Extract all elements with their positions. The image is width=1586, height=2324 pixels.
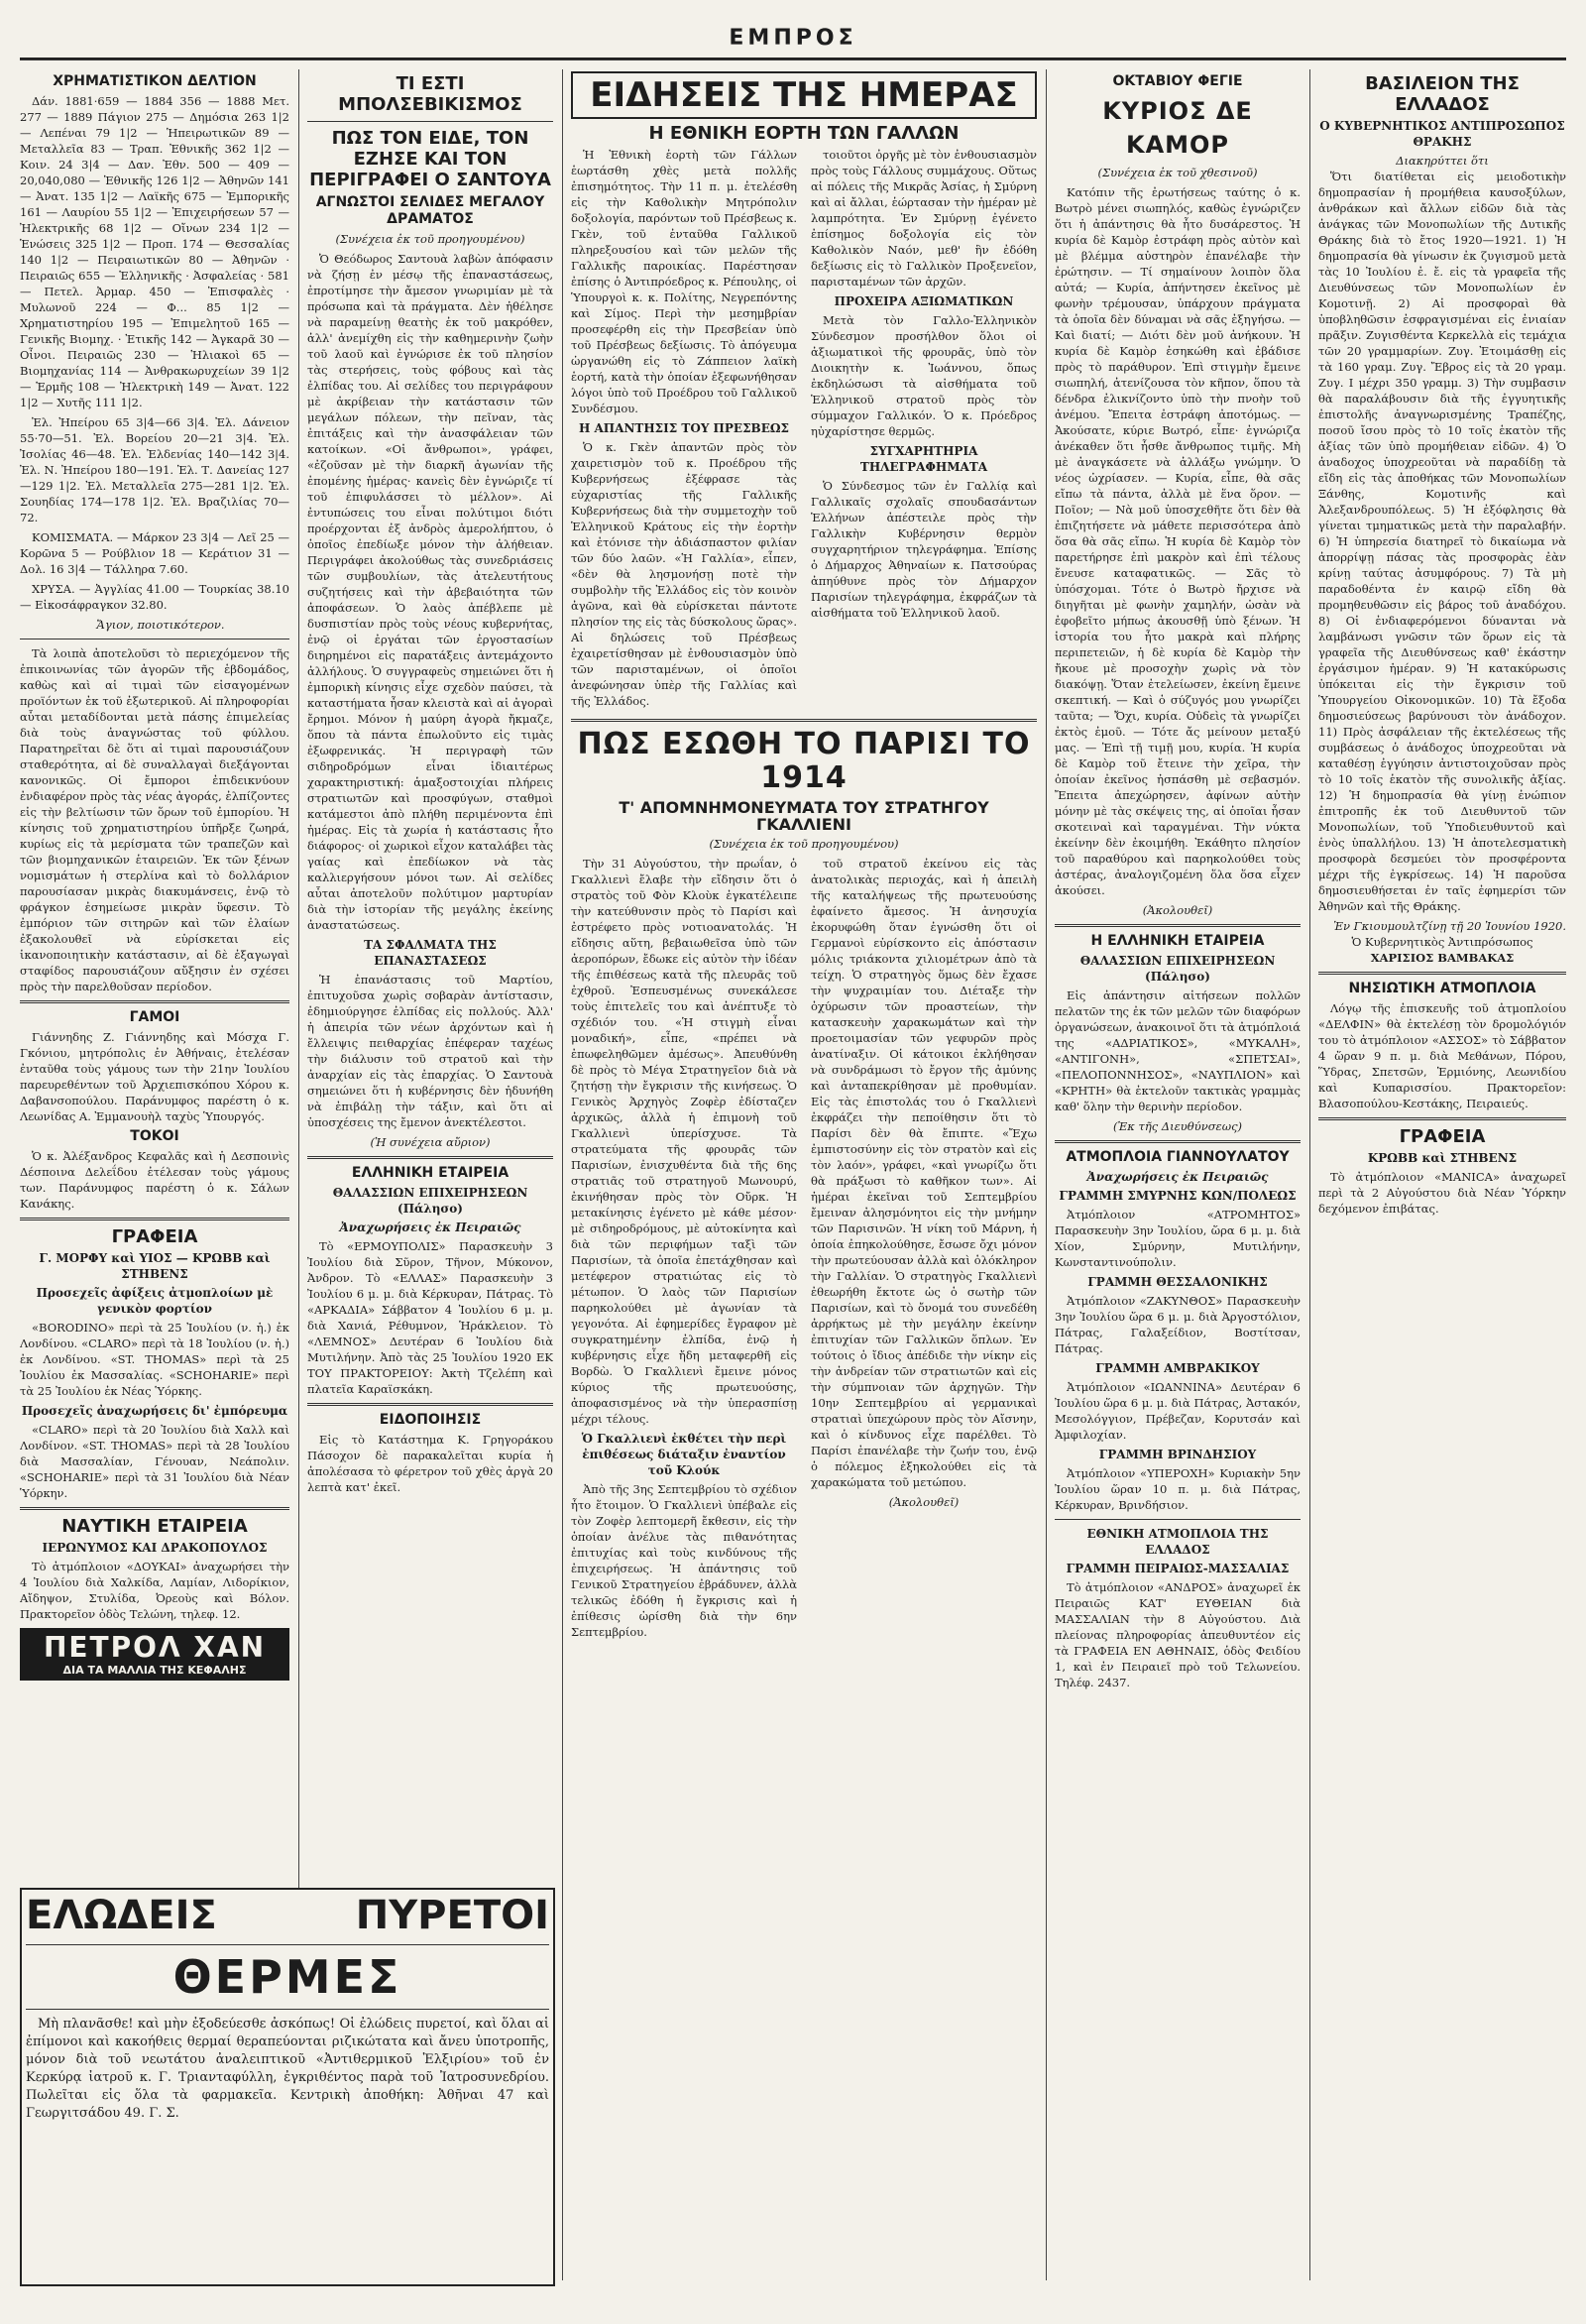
divider	[307, 121, 553, 122]
column-bolshevism	[307, 69, 553, 1874]
column-news	[571, 69, 1037, 2280]
line-title: ΓΡΑΜΜΗ ΒΡΙΝΔΗΣΙΟΥ	[1098, 1448, 1257, 1461]
agency-text: Τὸ ἀτμόπλοιον «MANICA» ἀναχωρεῖ περὶ τὰ 2 Αὐγούστου διὰ Νέαν Ὑόρκην δεχόμενον ἐπιβάτας.	[1318, 1170, 1566, 1216]
shipping-ad-heading: Ἀναχωρήσεις ἐκ Πειραιῶς	[339, 1220, 521, 1234]
column-official	[1318, 69, 1566, 2280]
weddings-title: ΓΑΜΟΙ	[129, 1009, 180, 1025]
weddings-text: Γιάννηδης Ζ. Γιάννηδης καὶ Μόσχα Γ. Γκόνιου, μητρόπολις ἐν Ἀθήναις, ἐτελέσαν ἐνταῦθα τοὺς γάμους των τὴν 21ην Ἰουλίου παρευρεθέντων τοῦ Ἀρχιεπισκόπου Χόρου κ. Δαβανσοπούλου. Παράνυμφος παρέστη ὁ κ. Λεωνίδας Α. Ἐμμανουὴλ ταχὺς Ὑπουργός.	[20, 1030, 289, 1123]
news-subheading: Η ΑΠΑΝΤΗΣΙΣ ΤΟΥ ΠΡΕΣΒΕΩΣ	[578, 421, 790, 435]
column-feuilleton	[1055, 69, 1301, 2280]
news-text: τοιοῦτοι ὀργῆς μὲ τὸν ἐνθουσιασμὸν πρὸς τοὺς Γάλλους συμμάχους. Οὕτως αἱ πόλεις τῆς Μικρᾶς Ἀσίας, ἡ Σμύρνη καὶ αἱ ἄλλαι, ἑώρτασαν τὴν ἡμέραν μὲ λαμπρότητα. Ἐν Σμύρνῃ ἐγένετο ἐπίσημος δοξολογία εἰς τὸν Καθολικὸν Ναόν, μεθ' ἣν ἐδόθη δεξίωσις εἰς τὸ Γαλλικὸν Προξενεῖον, παρισταμένων τῶν ἀρχῶν.	[811, 148, 1037, 289]
paris-text: τοῦ στρατοῦ ἐκείνου εἰς τὰς ἀνατολικὰς περιοχάς, καὶ ἡ ἀπειλὴ τῆς καταλήψεως τῆς πρωτευούσης ἐφαίνετο ἄμεσος. Ἡ ἀνησυχία ἐκορυφώθη ὅταν ἐγνώσθη ὅτι οἱ Γερμανοὶ εὑρίσκοντο εἰς ἀπόστασιν μόλις τριάκοντα χιλιομέτρων ἀπὸ τὰ τείχη. Ὁ στρατηγὸς ὅμως δὲν ἔχασε τὴν ψυχραιμίαν του. Διέταξε τὴν ὀχύρωσιν τῶν προαστείων, τὴν κατασκευὴν χαρακωμάτων καὶ τὴν προετοιμασίαν τῶν γεφυρῶν πρὸς ἀνατίναξιν. Οἱ κάτοικοι ἐκλήθησαν νὰ συνδράμωσι τὸ ἔργον τῆς ἀμύνης καὶ ἀνταπεκρίθησαν μὲ προθυμίαν. Εἰς τὰς ἐπιστολάς του ὁ Γκαλλιενὶ ἐκφράζει τὴν πεποίθησιν ὅτι τὸ Παρίσι δὲν θὰ ἔπιπτε. «Ἔχω ἐμπιστοσύνην εἰς τὸν στρατὸν καὶ εἰς τὸν λαόν», γράφει, «καὶ γνωρίζω ὅτι θὰ πράξωσι τὸ καθῆκον των». Αἱ ἡμέραι ἐκεῖναι τοῦ Σεπτεμβρίου ἔμειναν ἀλησμόνητοι εἰς τὴν μνήμην τῶν Παρισινῶν. Ἡ νίκη τοῦ Μάρνη, ἡ ὁποία ἐπηκολούθησε, ἔσωσε ὄχι μόνον τὴν πρωτεύουσαν ἀλλὰ καὶ ὁλόκληρον τὴν Γαλλίαν. Ὁ στρατηγὸς Γκαλλιενὶ ἐθεωρήθη ἔκτοτε ὡς ὁ σωτὴρ τῶν Παρισίων, καὶ τὸ ὄνομά του συνεδέθη ἀρρήκτως μὲ τὴν μεγάλην ἐκείνην ἐπιτυχίαν τῶν Γαλλικῶν ὅπλων. Ἐν τούτοις ὁ ἴδιος ἀπέδιδε τὴν νίκην εἰς τὴν ἀνδρείαν τῶν στρατιωτῶν καὶ εἰς τὴν σύμπνοιαν τῶν ἀρχηγῶν. Τὴν 10ην Σεπτεμβρίου αἱ γερμανικαὶ στρατιαὶ ὑπεχώρουν πρὸς τὸν Αἴσνην, καὶ ὁ κίνδυνος εἶχε παρέλθει. Τὸ Παρίσι ἐπανέλαβε τὴν ζωήν του, ἐνῷ ὁ πόλεμος ἐξηκολούθει εἰς τὰ χαρακώματα τοῦ μετώπου.	[811, 857, 1037, 1489]
departures-heading: Προσεχεῖς ἀναχωρήσεις δι' ἐμπόρευμα	[21, 1404, 288, 1418]
divider	[26, 1944, 549, 1945]
official-title: ΒΑΣΙΛΕΙΟΝ ΤΗΣ ΕΛΛΑΔΟΣ	[1365, 73, 1520, 115]
news-text: Ὁ κ. Γκὲν ἀπαντῶν πρὸς τὸν χαιρετισμὸν τοῦ κ. Προέδρου τῆς Κυβερνήσεως ἐξέφρασε τὰς εὐχαριστίας τῆς Γαλλικῆς Κυβερνήσεως διὰ τὴν συμμετοχὴν τοῦ Ἑλληνικοῦ Κράτους εἰς τὴν ἑορτὴν καὶ ἐτόνισε τὴν ἀδιάσπαστον φιλίαν τῶν δύο λαῶν. «Ἡ Γαλλία», εἶπεν, «δὲν θὰ λησμονήσῃ ποτὲ τὴν συμβολὴν τῆς Ἑλλάδος εἰς τὸν κοινὸν ἀγῶνα, καὶ θὰ εὑρίσκεται πάντοτε πλησίον της εἰς τὰς δύσκολους ὥρας». Αἱ δηλώσεις τοῦ Πρέσβεως ἐχαιρετίσθησαν μὲ ἐνθουσιασμὸν ὑπὸ τῶν παρισταμένων, οἱ ὁποῖοι ἀνεφώνησαν ὑπὲρ τῆς Γαλλίας καὶ τῆς Ἑλλάδος.	[571, 440, 798, 708]
divider	[20, 1000, 289, 1003]
fever-ad-word: ΠΥΡΕΤΟΙ	[355, 1893, 549, 1938]
market-report: Τὰ λοιπὰ ἀποτελοῦσι τὸ περιεχόμενον τῆς ἐπικοινωνίας τῶν ἀγορῶν τῆς ἑβδομάδος, καθὼς καὶ αἱ τιμαὶ τῶν εἰσαγομένων προϊόντων ἐκ τοῦ ἐξωτερικοῦ. Αἱ πληροφορίαι αὗται μεταδίδονται μετὰ πάσης ἐπιμελείας διὰ τοὺς ἀναγνώστας τοῦ φύλλου. Παρατηρεῖται δὲ ὅτι αἱ τιμαὶ παρουσιάζουν σταθερότητα, αἱ δὲ συναλλαγαὶ διεξάγονται κανονικῶς. Οἱ ἔμποροι ἐπιδεικνύουν ἐνδιαφέρον πρὸς τὰς νέας ἀγοράς, ἐλπίζοντες εἰς τὴν βελτίωσιν τῶν ὅρων τοῦ ἐμπορίου. Ἡ κίνησις τοῦ χρηματιστηρίου ὑπῆρξε ζωηρά, κυρίως εἰς τὰ μερίσματα τῶν τραπεζῶν καὶ τῶν βιομηχανικῶν ἑταιρειῶν. Ἐκ τῶν ξένων νομισμάτων ἡ στερλίνα καὶ τὸ δολλάριον παρουσίασαν μικρὰς διακυμάνσεις, ἐνῷ τὸ φράγκον ἐσημείωσε μικρὰν ὕφεσιν. Τὸ ἐμπόριον τῶν σιτηρῶν καὶ τῶν ἐλαίων ἐξακολουθεῖ νὰ εὑρίσκεται εἰς ἱκανοποιητικὴν κατάστασιν, αἱ δὲ ἐξαγωγαὶ σταφίδος παρουσιάζουν αὔξησιν ἐν σχέσει πρὸς τὴν παρελθοῦσαν περίοδον.	[20, 646, 289, 993]
finance-text: ΧΡΥΣΑ. — Ἀγγλίας 41.00 — Τουρκίας 38.10 — Εἰκοσάφραγκον 32.80.	[20, 582, 289, 612]
feuilleton-continuation: (Συνέχεια ἐκ τοῦ χθεσινοῦ)	[1097, 166, 1258, 179]
petrol-han-ad	[20, 1628, 289, 1681]
divider	[1318, 972, 1566, 975]
fever-ad	[20, 1888, 555, 2286]
finance-text: ΚΟΜΙΣΜΑΤΑ. — Μάρκον 23 3|4 — Λεῖ 25 — Κορῶνα 5 — Ρούβλιον 18 — Κεράτιον 31 — Δολ. 16 3|4 — Τάλληρα 7.60.	[20, 530, 289, 576]
arrivals-heading: Προσεχεῖς ἀφίξεις ἀτμοπλοίων μὲ γενικὸν φορτίον	[36, 1286, 274, 1316]
petrol-han-ad-title: ΠΕΤΡΟΛ ΧΑΝ	[43, 1631, 267, 1664]
news-subheading: ΣΥΓΧΑΡΗΤΗΡΙΑ ΤΗΛΕΓΡΑΦΗΜΑΤΑ	[859, 444, 988, 474]
shipping-ad-text: Εἰς ἀπάντησιν αἰτήσεων πολλῶν πελατῶν της ἐκ τῶν μελῶν τῶν διαφόρων ὀργανώσεων, ἀνακοινοῖ ὅτι τὰ ἀτμόπλοιά της «ΑΔΡΙΑΤΙΚΟΣ», «ΜΥΚΑΛΗ», «ΑΝΤΙΓΟΝΗ», «ΣΠΕΤΣΑΙ», «ΠΕΛΟΠΟΝΝΗΣΟΣ», «ΝΑΥΠΛΙΟΝ» καὶ «ΚΡΗΤΗ» θὰ ἐκτελοῦν τακτικὰς γραμμὰς καθ' ὅλην τὴν θερινὴν περίοδον.	[1055, 988, 1301, 1113]
paris-subtitle: Τ' ΑΠΟΜΝΗΜΟΝΕΥΜΑΤΑ ΤΟΥ ΣΤΡΑΤΗΓΟΥ ΓΚΑΛΛΙΕΝΙ	[619, 798, 989, 834]
shipping-company-subtitle: ΙΕΡΩΝΥΜΟΣ ΚΑΙ ΔΡΑΚΟΠΟΥΛΟΣ	[42, 1541, 268, 1555]
divider	[571, 719, 1037, 722]
column-divider	[1309, 69, 1310, 2280]
masthead	[20, 18, 1566, 59]
news-title: Η ΕΘΝΙΚΗ ΕΟΡΤΗ ΤΩΝ ΓΑΛΛΩΝ	[648, 123, 960, 144]
agency-subtitle: ΚΡΩΒΒ καὶ ΣΤΗΒΕΝΣ	[1367, 1151, 1518, 1165]
paris-left	[571, 856, 797, 1644]
finance-text: Δάν. 1881·659 — 1884 356 — 1888 Μετ. 277 — 1889 Πάγιον 275 — Δημόσια 263 1|2 — Λεπέναι 79 1|2 — Ἡπειρωτικῶν 89 — Μεταλλεῖα 83 — Τραπ. Ἐθνικῆς 362 1|2 — Κοιν. 24 3|4 — Δαν. Ἐθν. 500 — 409 — 20,040,080 — Ἐθνικῆς 126 1|2 — Ἀθηνῶν 141 — Ἀνατ. 135 1|2 — Λαϊκῆς 675 — Ἐμπορικῆς 161 — Λαυρίου 55 1|2 — Ἐπιχειρήσεων 57 — Ἠλεκτρικῆς 68 1|2 — Οἴνων 234 1|2 — Ἑνώσεις 325 1|2 — Προπ. 174 — Θεσσαλίας 140 1|2 — Πειραιωτικῶν 80 — Ἀθηνῶν · Πειραιῶς 655 — Ἑλληνικῆς · Ἀσφαλείας · 581 — Πετελ. Ἀρμαρ. 450 — Ἐπισφαλὲς · Μυλωνοῦ 224 — Φ... 85 1|2 — Χρηματιστηρίου 195 — Ἐπιμελητοῦ 165 — Γενικῆς Βιομηχ. · Ἐτικῆς 142 — Ἀγκαρᾶ 30 — Οἶνοι. Πειραιῶς 230 — Ἡλιακοὶ 65 — Βιομηχανίας 114 — Ἀνθρακωρυχείων 39 1|2 — Ἑρμῆς 108 — Ἠλεκτρικὴ 149 — Ἀνατ. 122 1|2 — Χυτῆς 111 1|2.	[20, 94, 289, 409]
lines-title: ΑΤΜΟΠΛΟΙΑ ΓΙΑΝΝΟΥΛΑΤΟΥ	[1066, 1149, 1290, 1165]
news-text: Μετὰ τὸν Γαλλο-Ἑλληνικὸν Σύνδεσμον προσήλθον ὅλοι οἱ ἀξιωματικοὶ τῆς φρουρᾶς, ὑπὸ τὸν Διοικητὴν κ. Ἰωάννου, ὅπως ἐκδηλώσωσι τὰ αἰσθήματα τοῦ Ἑλληνικοῦ στρατοῦ πρὸς τὸν σύμμαχον Γαλλικόν. Ὁ κ. Πρόεδρος ηὐχαρίστησε θερμῶς.	[811, 313, 1037, 438]
ethniki-title: ΕΘΝΙΚΗ ΑΤΜΟΠΛΟΙΑ ΤΗΣ ΕΛΛΑΔΟΣ	[1086, 1527, 1269, 1557]
paris-subheading: Ὁ Γκαλλιενὶ ἐκθέτει τὴν περὶ ἐπιθέσεως διάταξιν ἐναντίον τοῦ Κλούκ	[581, 1432, 787, 1477]
official-date: Ἐν Γκιουμουλτζίνῃ τῇ 20 Ἰουνίου 1920.	[1333, 919, 1566, 933]
divider	[1318, 1117, 1566, 1120]
paris-text: Τὴν 31 Αὐγούστου, τὴν πρωΐαν, ὁ Γκαλλιενὶ ἔλαβε τὴν εἴδησιν ὅτι ὁ στρατὸς τοῦ Φὸν Κλοὺκ ἐγκατέλειπε τὴν κατεύθυνσιν πρὸς τὸ Παρίσι καὶ ἐστρέφετο πρὸς νοτιοανατολάς. Ἡ εἴδησις αὕτη, βεβαιωθεῖσα ὑπὸ τῶν ἀεροπόρων, ἔδωκε εἰς αὐτὸν τὴν ἰδέαν τῆς ἐπιθέσεως κατὰ τῆς πλευρᾶς τοῦ ἐχθροῦ. Ἐσπευσμένως συνεκάλεσε τοὺς ἐπιτελεῖς του καὶ ἀνέπτυξε τὸ σχέδιόν του. «Ἡ στιγμὴ εἶναι μοναδική», εἶπε, «πρέπει νὰ ἐπωφεληθῶμεν ἀμέσως». Ἀπευθύνθη δὲ πρὸς τὸ Μέγα Στρατηγεῖον διὰ νὰ ζητήσῃ τὴν ἔγκρισιν τῆς κινήσεως. Ὁ Γενικὸς Ἀρχηγὸς Ζοφὲρ ἐδίσταζεν ἀρχικῶς, ἀλλὰ ἡ ἐπιμονὴ τοῦ Γκαλλιενὶ ὑπερίσχυσε. Τὰ στρατεύματα τῆς φρουρᾶς τῶν Παρισίων, ἐνισχυθέντα διὰ τῆς 6ης στρατιᾶς τοῦ στρατηγοῦ Μωνουρύ, ἐκινήθησαν πρὸς τὸν Οὔρκ. Ἡ μετακίνησις ἐγένετο μὲ κάθε μέσον· μὲ σιδηροδρόμους, μὲ αὐτοκίνητα καὶ διὰ τῶν περιφήμων ταξὶ τῶν Παρισίων, τὰ ὁποῖα ἐπετάχθησαν καὶ μετέφερον στρατιώτας εἰς τὸ μέτωπον. Ὁ λαὸς τῶν Παρισίων παρηκολούθει μὲ ἀγωνίαν τὰ γεγονότα. Αἱ ἐφημερίδες ἔγραφον μὲ συγκρατημένην ἐλπίδα, ἐνῷ ἡ κυβέρνησις εἶχε ἤδη μεταφερθῆ εἰς Βορδὼ. Ὁ Γκαλλιενὶ ἔμεινε μόνος κύριος τῆς πρωτευούσης, ἀποφασισμένος νὰ τὴν ὑπερασπίσῃ μέχρι τέλους.	[571, 857, 797, 1426]
feuilleton-body: Κατόπιν τῆς ἐρωτήσεως ταύτης ὁ κ. Βωτρὸ μένει σιωπηλός, καθὼς ἐγνώριζεν ὅτι ἡ ἀπάντησις θὰ ἦτο δυσάρεστος. Ἡ κυρία δὲ Καμὸρ ἐστράφη πρὸς αὐτὸν καὶ μὲ βλέμμα αὐστηρὸν ἐπανέλαβε τὴν ἐρώτησιν. — Τί σημαίνουν λοιπὸν ὅλα αὐτά; — Κυρία, ἀπήντησεν ἐκεῖνος μὲ φωνὴν τρέμουσαν, ὑπάρχουν πράγματα τὰ ὁποῖα δὲν δύναμαι νὰ σᾶς ἐξηγήσω. — Καὶ διατί; — Διότι δὲν μοῦ ἀνήκουν. Ἡ κυρία δὲ Καμὸρ ἐσηκώθη καὶ ἐβάδισε πρὸς τὸ παράθυρον. Ἐπὶ στιγμὴν ἔμεινε σιωπηλή, ἀτενίζουσα τὸν κῆπον, ὅπου τὰ δένδρα ἐλικνίζοντο ὑπὸ τὴν πνοὴν τοῦ ἀνέμου. Ἔπειτα ἐστράφη ἀποτόμως. — Ἀκούσατε, κύριε Βωτρό, εἶπε· ἐγνώριζα ἀνέκαθεν ὅτι ἦσθε ἄνθρωπος τιμῆς. Μὴ μὲ ἀναγκάσετε νὰ ἀλλάξω γνώμην. Ὁ νέος ὠχρίασεν. — Κυρία, εἶπε, θὰ σᾶς εἴπω τὰ πάντα, ἀλλὰ μὲ ἕνα ὅρον. — Ποῖον; — Νὰ μοῦ ὑποσχεθῆτε ὅτι δὲν θὰ ἐπιζητήσετε νὰ μάθετε περισσότερα ἀπὸ ὅσα θὰ σᾶς εἴπω. Ἡ κυρία δὲ Καμὸρ τὸν παρετήρησε ἐπὶ μακρὸν καὶ ἐπὶ τέλους ἔνευσε καταφατικῶς. — Σᾶς τὸ ὑπόσχομαι. Τότε ὁ Βωτρὸ ἤρχισε νὰ διηγῆται μὲ φωνὴν χαμηλήν, ὡσὰν νὰ ἐφοβεῖτο μήπως ἀκουσθῇ ὑπὸ ξένων. Ἡ ἱστορία του ἦτο μακρὰ καὶ πλήρης περιπετειῶν, ἡ δὲ κυρία δὲ Καμὸρ τὴν ἤκουε μὲ προσοχὴν χωρὶς νὰ τὸν διακόψῃ. Ὅταν ἐτελείωσεν, ἐκείνη ἔμεινε σκεπτική. — Καὶ ὁ σύζυγός μου γνωρίζει ταῦτα; — Ὄχι, κυρία. Οὐδεὶς τὰ γνωρίζει ἐκτὸς ἐμοῦ. — Τότε ἄς μείνουν μεταξύ μας. — Ἐπὶ τῇ τιμῇ μου, κυρία. Ἡ κυρία δὲ Καμὸρ τοῦ ἔτεινε τὴν χεῖρα, τὴν ὁποίαν ἐκεῖνος ἠσπάσθη μὲ σεβασμόν. Ἔπειτα ἀπεχώρησεν, ἀφίνων αὐτὴν μόνην μὲ τὰς σκέψεις της, αἱ ὁποῖαι ἦσαν σκοτειναὶ καὶ ταραγμέναι. Τὴν νύκτα ἐκείνην δὲν ἐκοιμήθη. Ἐκάθητο πλησίον τοῦ παραθύρου καὶ παρηκολούθει τοὺς ἀστέρας, ἀναλογιζομένη ὅλα ὅσα εἶχεν ἀκούσει.	[1055, 185, 1301, 897]
ethniki-text: Τὸ ἀτμόπλοιον «ΑΝΔΡΟΣ» ἀναχωρεῖ ἐκ Πειραιῶς ΚΑΤ' ΕΥΘΕΙΑΝ διὰ ΜΑΣΣΑΛΙΑΝ τὴν 8 Αὐγούστου. Διὰ πλείονας πληροφορίας ἀπευθυντέον εἰς τὰ ΓΡΑΦΕΙΑ ΕΝ ΑΘΗΝΑΙΣ, ὁδὸς Φειδίου 1, καὶ ἐν Πειραιεῖ πρὸ τοῦ Τελωνείου. Τηλέφ. 2437.	[1055, 1580, 1301, 1689]
notices-title: ΤΟΚΟΙ	[130, 1128, 179, 1144]
notices-text: Ὁ κ. Ἀλέξανδρος Κεφαλᾶς καὶ ἡ Δεσποινὶς Δέσποινα Δελεΐδου ἐτέλεσαν τοὺς γάμους των. Παράνυμφος παρέστη ὁ κ. Σάλων Κανάκης.	[20, 1149, 289, 1211]
paris-title: ΠΩΣ ΕΣΩΘΗ ΤΟ ΠΑΡΙΣΙ ΤΟ 1914	[577, 727, 1031, 795]
article-body: Ἡ ἐπανάστασις τοῦ Μαρτίου, ἐπιτυχοῦσα χωρὶς σοβαρὰν ἀντίστασιν, ἐδημιούργησε ἐλπίδας εἰς πολλούς. Ἀλλ' ἡ ἀπειρία τῶν νέων ἀρχόντων καὶ ἡ ἔλλειψις πειθαρχίας ἐπέφεραν ταχέως τὴν διάλυσιν τοῦ στρατοῦ καὶ τὴν ἀναρχίαν εἰς τὰς ἐπαρχίας. Ὁ Σαντουὰ σημειώνει ὅτι ἡ κυβέρνησις δὲν ἠδυνήθη νὰ ἐπιβάλῃ τὴν τάξιν, καὶ ὅτι αἱ ὑποσχέσεις της ἔμενον ἀνεκτέλεστοι.	[307, 973, 553, 1129]
divider	[26, 2009, 549, 2010]
departures-list: «CLARO» περὶ τὰ 20 Ἰουλίου διὰ Χαλλ καὶ Λονδίνον. «ST. THOMAS» περὶ τὰ 28 Ἰουλίου διὰ Μασσαλίαν, Γένουαν, Νεάπολιν. «SCHOHARIE» περὶ τὰ 31 Ἰουλίου διὰ Νέαν Ὑόρκην.	[20, 1423, 289, 1500]
finance-title: ΧΡΗΜΑΤΙΣΤΙΚΟΝ ΔΕΛΤΙΟΝ	[53, 73, 257, 89]
divider	[1055, 1140, 1301, 1143]
article-continuation: (Συνέχεια ἐκ τοῦ προηγουμένου)	[335, 232, 525, 246]
divider	[1055, 1519, 1301, 1520]
ethniki-line: ΓΡΑΜΜΗ ΠΕΙΡΑΙΩΣ-ΜΑΣΣΑΛΙΑΣ	[1066, 1562, 1290, 1575]
divider	[20, 1218, 289, 1220]
shipping-ad-text: Τὸ «ΕΡΜΟΥΠΟΛΙΣ» Παρασκευὴν 3 Ἰουλίου διὰ Σῦρον, Τῆνον, Μύκονον, Ἀνδρον. Τὸ «ΕΛΛΑΣ» Παρασκευὴν 3 Ἰουλίου 6 μ. μ. διὰ Κέρκυραν, Πάτρας. Τὸ «ΑΡΚΑΔΙΑ» Σάββατον 4 Ἰουλίου 6 μ. μ. διὰ Χανιά, Ρέθυμνον, Ἡράκλειον. Τὸ «ΛΕΜΝΟΣ» Δευτέραν 6 Ἰουλίου διὰ Μυτιλήνην. Ἀπὸ τὰς 25 Ἰουλίου 1920 ΕΚ ΤΟΥ ΠΡΑΚΤΟΡΕΙΟΥ: Ἀκτὴ Τζελέπη καὶ πλατεῖα Καραϊσκάκη.	[307, 1239, 553, 1396]
divider	[20, 1507, 289, 1510]
news-left	[571, 147, 797, 713]
agency-title: ΓΡΑΦΕΙΑ	[1399, 1126, 1486, 1147]
line-text: Ἀτμόπλοιον «ΙΩΑΝΝΙΝΑ» Δευτέραν 6 Ἰουλίου ὥρα 6 μ. μ. διὰ Πάτρας, Ἀστακόν, Μεσολόγγιον, Πρέβεζαν, Κορυτσάν καὶ Ἀμφιλοχίαν.	[1055, 1380, 1301, 1442]
notice-title: ΕΙΔΟΠΟΙΗΣΙΣ	[379, 1412, 482, 1428]
shipping-ad-subtitle: ΘΑΛΑΣΣΙΩΝ ΕΠΙΧΕΙΡΗΣΕΩΝ (Πάλησο)	[332, 1186, 528, 1216]
line-title: ΓΡΑΜΜΗ ΘΕΣΣΑΛΟΝΙΚΗΣ	[1087, 1275, 1268, 1289]
article-title: ΤΙ ΕΣΤΙ ΜΠΟΛΣΕΒΙΚΙΣΜΟΣ	[338, 73, 522, 115]
article-subtitle: ΑΓΝΩΣΤΟΙ ΣΕΛΙΔΕΣ ΜΕΓΑΛΟΥ ΔΡΑΜΑΤΟΣ	[315, 194, 545, 227]
divider	[1055, 924, 1301, 927]
line-title: ΓΡΑΜΜΗ ΣΜΥΡΝΗΣ ΚΩΝ/ΠΟΛΕΩΣ	[1059, 1189, 1297, 1203]
shipping-company-text: Τὸ ἀτμόπλοιον «ΔΟΥΚΑΙ» ἀναχωρήσει τὴν 4 Ἰουλίου διὰ Χαλκίδα, Λαμίαν, Λιδορίκιον, Αἴδηψον, Στυλίδα, Ὀρεοὺς καὶ Βόλον. Πρακτορεῖον ὁδὸς Τελώνη, τηλεφ. 12.	[20, 1560, 289, 1621]
article-body: Ὁ Θεόδωρος Σαντουὰ λαβὼν ἀπόφασιν νὰ ζήσῃ ἐν μέσῳ τῆς ἐπαναστάσεως, ἐπροτίμησε τὴν ἄμεσον γνωριμίαν μὲ τὰ πρόσωπα καὶ τὰ πράγματα. Δὲν ἠθέλησε νὰ παραμείνῃ θεατὴς ἐκ τοῦ μακρόθεν, ἀλλ' ἀνεμίχθη εἰς τὴν καθημερινὴν ζωὴν τοῦ λαοῦ καὶ ἐγνώρισε ἐκ τοῦ πλησίον τὰς στερήσεις, τοὺς φόβους καὶ τὰς ἐλπίδας του. Αἱ σελίδες του περιγράφουν μὲ ἀκρίβειαν τὴν κατάστασιν τῶν μεγάλων πόλεων, τὴν πεῖναν, τὰς ἐπιτάξεις καὶ τὴν ἀνασφάλειαν τῶν κατοίκων. «Οἱ ἄνθρωποι», γράφει, «ἐζοῦσαν μὲ τὴν διαρκῆ ἀγωνίαν τῆς ἐπομένης ἡμέρας· κανεὶς δὲν ἐγνώριζε τί τοῦ ἐπιφυλάσσει τὸ μέλλον». Αἱ ἐντυπώσεις του εἶναι πολύτιμοι διότι προέρχονται ἐξ ἀνδρὸς ἀμερολήπτου, ὁ ὁποῖος ἐπεδίωξε μόνον τὴν ἀλήθειαν. Περιγράφει ἀκολούθως τὰς συνεδριάσεις τῶν συμβουλίων, τὰς ἀτελευτήτους συζητήσεις καὶ τὴν ἀβεβαιότητα τῶν ἀποφάσεων. Ὁ λαὸς ἀπέβλεπε μὲ δυσπιστίαν πρὸς τοὺς νέους κυβερνήτας, ἐνῷ οἱ ἐργάται τῶν ἐργοστασίων διηρημένοι εἰς παρατάξεις ἀντεμάχοντο ἀλλήλους. Ὁ συγγραφεὺς σημειώνει ὅτι ἡ ἐμπορικὴ κίνησις εἶχε σχεδὸν παύσει, τὰ καταστήματα ἦσαν κλειστὰ καὶ αἱ ἀγοραὶ ἔρημοι. Μόνον ἡ μαύρη ἀγορὰ ἤκμαζε, ὅπου τὰ πάντα ἐπωλοῦντο εἰς τιμὰς ἐξωφρενικάς. Ἡ περιγραφὴ τῶν σιδηροδρόμων εἶναι ἰδιαιτέρως χαρακτηριστική: ἁμαξοστοιχίαι πλήρεις στρατιωτῶν καὶ προσφύγων, σταθμοὶ κατάμεστοι ἀπὸ πλήθη περιμένοντα ἐπὶ ἡμέρας. Εἰς τὰ χωρία ἡ κατάστασις ἦτο διάφορος· οἱ χωρικοὶ εἶχον καταλάβει τὰς γαίας καὶ ἐπεδίωκον νὰ τὰς καλλιεργήσουν μόνοι των. Αἱ σελίδες αὗται ἀποτελοῦν πολύτιμον μαρτυρίαν διὰ τὴν ἱστορίαν τῆς μεγάλης ἐκείνης ἀναστατώσεως.	[307, 252, 553, 932]
news-subheading: ΠΡΟΧΕΙΡΑ ΑΞΙΩΜΑΤΙΚΩΝ	[834, 294, 1014, 308]
petrol-han-ad-subtitle: ΔΙΑ ΤΑ ΜΑΛΛΙΑ ΤΗΣ ΚΕΦΑΛΗΣ	[62, 1664, 247, 1677]
line-text: Ἀτμόπλοιον «ΥΠΕΡΟΧΗ» Κυριακὴν 5ην Ἰουλίου ὥραν 10 π. μ. διὰ Πάτρας, Κέρκυραν, Βρινδήσιον.	[1055, 1466, 1301, 1512]
lines-heading: Ἀναχωρήσεις ἐκ Πειραιῶς	[1086, 1170, 1269, 1184]
news-text: Ἡ Ἐθνικὴ ἑορτὴ τῶν Γάλλων ἑωρτάσθη χθὲς μετὰ πολλῆς ἐπισημότητος. Τὴν 11 π. μ. ἐτελέσθη εἰς τὴν Καθολικὴν Μητρόπολιν δοξολογία, παρόντων τοῦ Πρέσβεως κ. Γκὲν, τοῦ ἐνταῦθα Γαλλικοῦ πληρεξουσίου καὶ τῶν μελῶν τῆς Γαλλικῆς παροικίας. Παρέστησαν ἐπίσης ὁ Ἀντιπρόεδρος κ. Ρέπουλης, οἱ Ὑπουργοὶ κ. κ. Πολίτης, Νεγρεπόντης καὶ Σίμος. Περὶ τὴν μεσημβρίαν προσεφέρθη εἰς τὴν Πρεσβείαν ὑπὸ τοῦ Πρέσβεως δεξίωσις. Τὸ ἀπόγευμα ὠργανώθη εἰς τὸ Ζάππειον λαϊκὴ ἑορτή, κατὰ τὴν ὁποίαν ἐξεφωνήθησαν λόγοι ὑπὸ τοῦ Προέδρου τοῦ Γαλλικοῦ Συνδέσμου.	[571, 148, 797, 415]
shipping-company-title: ΝΑΥΤΙΚΗ ΕΤΑΙΡΕΙΑ	[61, 1516, 248, 1537]
official-body: Ὅτι διατίθεται εἰς μειοδοτικὴν δημοπρασίαν ἡ προμήθεια καυσοξύλων, ἀνθράκων καὶ ἄλλων εἰδῶν διὰ τὰς ἀνάγκας τῶν Μονοπωλίων τῆς Δυτικῆς Θράκης διὰ τὸ ἔτος 1920—1921. 1) Ἡ δημοπρασία θὰ γίνωσιν ἐκ ζυγισμοῦ μετὰ τὰς 10 Ἰουλίου ἐ. ἔ. εἰς τὰ γραφεῖα τῆς Διευθύνσεως τῶν Μονοπωλίων ἐν Κομοτινῇ. 2) Αἱ προσφοραὶ θὰ ὑποβληθῶσιν ἐσφραγισμέναι εἰς ἐνιαίαν πρᾶξιν. Ζυγισθέντα Κερκελλὰ εἰς τεμάχια τῶν 20 γραμμαρίων. Ζυγ. Ἐτοιμάσθῃ εἰς τὰ 160 γραμ. Ζυγ. Ἔβρος εἰς τὰ 20 γραμ. Ζυγ. I μέχρι 350 γραμμ. 3) Τὴν συμβασιν θὰ παραλάβουσιν διὰ τῆς ἐγγυητικῆς ἐπιστολῆς ἀναγνωρισμένης Τραπέζης, ποσοῦ ἴσου πρὸς τὸ 10 τοῖς ἑκατὸν τῆς ἀξίας τῶν ὑπὸ προμήθειαν εἰδῶν. 4) Ὁ ἀναδοχος ὑποχρεοῦται νὰ παραδίδῃ τὰ εἴδη εἰς τὰς ἀποθήκας τῶν Μονοπωλίων Ξάνθης, Κομοτινῆς καὶ Ἀλεξανδρουπόλεως. 5) Ἡ ἐξόφλησις θὰ γίνεται τμηματικῶς μετὰ τὴν παραλαβήν. 6) Ἡ ὑπηρεσία διατηρεῖ τὸ δικαίωμα νὰ ἀπορρίψῃ πάσας τὰς προσφορὰς ἐὰν κρίνῃ ταύτας ἀσυμφόρους. 7) Τὰ μὴ παραδοθέντα ἐν καιρῷ εἴδη θὰ προμηθευθῶσιν εἰς βάρος τοῦ ἀναδόχου. 8) Οἱ ἐνδιαφερόμενοι δύνανται νὰ λαμβάνωσι γνῶσιν τῶν ὅρων εἰς τὰ γραφεῖα τῆς Διευθύνσεως καθ' ἑκάστην ἐργάσιμον ἡμέραν. 9) Ἡ κατακύρωσις ὑπόκειται εἰς τὴν ἔγκρισιν τοῦ Ὑπουργείου Οἰκονομικῶν. 10) Τὰ ἔξοδα δημοσιεύσεως βαρύνουσι τὸν ἀνάδοχον. 11) Πρὸς ἀσφάλειαν τῆς ἐκτελέσεως τῆς συμβάσεως ὁ ἀνάδοχος ὑποχρεοῦται νὰ καταθέσῃ ἐγγύησιν ἀντιστοιχοῦσαν πρὸς τὸ 10 τοῖς ἑκατὸν τῆς συνολικῆς ἀξίας. 12) Ἡ δημοπρασία θὰ γίνῃ ἐνώπιον ἐπιτροπῆς ἐκ τοῦ Διευθυντοῦ τῶν Μονοπωλίων, τοῦ Ὑποδιευθυντοῦ καὶ ἑνὸς ὑπαλλήλου. 13) Ἡ ἀποτελεσματικὴ προσφορὰ δεσμεύει τὸν προσφέροντα μέχρι τῆς ἐγκρίσεως. 14) Ἡ παροῦσα δημοσιευθήσεται ἐν ταῖς ἐφημερίσι τῶν Ἀθηνῶν καὶ τῆς Θράκης.	[1318, 170, 1566, 913]
island-ship-text: Λόγῳ τῆς ἐπισκευῆς τοῦ ἀτμοπλοίου «ΔΕΛΦΙΝ» θὰ ἐκτελέσῃ τὸν δρομολόγιόν του τὸ ἀτμόπλοιον «ΑΣΣΟΣ» τὸ Σάββατον 4 ὥραν 9 π. μ. διὰ Μεθάνων, Πόρου, Ὕδρας, Σπετσῶν, Ἑρμιόνης, Λεωνιδίου καὶ Κυπαρισσίου. Πρακτορεῖον: Βλασοπούλου-Κεστάκης, Πειραιεύς.	[1318, 1001, 1566, 1110]
shipping-ad-title: Η ΕΛΛΗΝΙΚΗ ΕΤΑΙΡΕΙΑ	[1090, 933, 1265, 949]
article-title: ΠΩΣ ΤΟΝ ΕΙΔΕ, ΤΟΝ ΕΖΗΣΕ ΚΑΙ ΤΟΝ ΠΕΡΙΓΡΑΦΕΙ Ο ΣΑΝΤΟΥΑ	[309, 128, 551, 190]
finance-text: Ἄγιον, ποιοτικότερον.	[96, 618, 225, 632]
notice-text: Εἰς τὸ Κατάστημα Κ. Γρηγοράκου Πάσοχον δὲ παρακαλεῖται κυρία ἡ ἀπολέσασα τὸ φέρετρον τοῦ χθὲς ἀργὰ 20 λεπτὰ κατ' ἐκεῖ.	[307, 1433, 553, 1494]
news-banner: ΕΙΔΗΣΕΙΣ ΤΗΣ ΗΜΕΡΑΣ	[571, 71, 1037, 119]
article-footer: (Ἡ συνέχεια αὔριον)	[370, 1135, 491, 1149]
masthead-rule	[20, 59, 1566, 60]
column-divider	[1046, 69, 1047, 2280]
feuilleton-footer: (Ἀκολουθεῖ)	[1142, 903, 1213, 917]
divider	[307, 1156, 553, 1159]
official-role: Ὁ Κυβερνητικὸς Ἀντιπρόσωπος	[1351, 935, 1533, 949]
fever-ad-text: Μὴ πλανᾶσθε! καὶ μὴν ἐξοδεύεσθε ἀσκόπως! Οἱ ἐλώδεις πυρετοί, καὶ ὅλαι αἱ ἐπίμονοι καὶ κακοήθεις θερμαί θεραπεύονται ριζικώτατα καὶ ἄνευ ὑποτροπῆς, μόνον διὰ τοῦ νεωτάτου ἀναλειπτικοῦ «Ἀντιθερμικοῦ Ἐλξιρίου» τοῦ ἐν Κερκύρᾳ ἰατροῦ κ. Γ. Τριανταφύλλη, ἐγκριθέντος παρὰ τοῦ Ἰατροσυνεδρίου. Πωλεῖται εἰς ὅλα τὰ φαρμακεῖα. Κεντρικὴ ἀποθήκη: Ἀθῆναι 47 καὶ Γεωργιτσάδου 49. Γ. Σ.	[26, 2017, 549, 2121]
arrivals-list: «BORODINO» περὶ τὰ 25 Ἰουλίου (ν. ἡ.) ἐκ Λονδίνου. «CLARO» περὶ τὰ 18 Ἰουλίου (ν. ἡ.) ἐκ Λονδίνου. «ST. THOMAS» περὶ τὰ 25 Ἰουλίου ἐκ Μασσαλίας. «SCHOHARIE» περὶ τὰ 25 Ἰουλίου ἐκ Νέας Ὑόρκης.	[20, 1321, 289, 1398]
newspaper-page	[20, 18, 1566, 2288]
line-text: Ἀτμόπλοιον «ΖΑΚΥΝΘΟΣ» Παρασκευὴν 3ην Ἰουλίου ὥρα 6 μ. μ. διὰ Ἀργοστόλιον, Πάτρας, Γαλαξείδιον, Βοστίτσαν, Πάτρας.	[1055, 1294, 1301, 1355]
official-subtitle: Ο ΚΥΒΕΡΝΗΤΙΚΟΣ ΑΝΤΙΠΡΟΣΩΠΟΣ ΘΡΑΚΗΣ	[1319, 119, 1565, 149]
divider	[307, 1403, 553, 1406]
paris-two-columns	[571, 856, 1037, 1644]
shipping-ad-title: ΕΛΛΗΝΙΚΗ ΕΤΑΙΡΕΙΑ	[351, 1165, 510, 1181]
line-text: Ἀτμόπλοιον «ΑΤΡΟΜΗΤΟΣ» Παρασκευὴν 3ην Ἰουλίου, ὥρα 6 μ. μ. διὰ Χίον, Σμύρνην, Μυτιλήνην, Κωνσταντινούπολιν.	[1055, 1208, 1301, 1269]
feuilleton-title: ΚΥΡΙΟΣ ΔΕ ΚΑΜΟΡ	[1102, 97, 1253, 159]
shipping-ad-subtitle: ΘΑΛΑΣΣΙΩΝ ΕΠΙΧΕΙΡΗΣΕΩΝ (Πάλησο)	[1079, 954, 1276, 984]
official-label: Διακηρύττει ὅτι	[1396, 154, 1489, 168]
fever-ad-word: ΕΛΩΔΕΙΣ	[26, 1893, 217, 1938]
island-ship-title: ΝΗΣΙΩΤΙΚΗ ΑΤΜΟΠΛΟΙΑ	[1348, 981, 1536, 996]
shipping-ad-footer: (Ἐκ τῆς Διευθύνσεως)	[1112, 1119, 1243, 1133]
line-title: ΓΡΑΜΜΗ ΑΜΒΡΑΚΙΚΟΥ	[1095, 1361, 1260, 1375]
fever-ad-headline	[26, 1893, 549, 1938]
feuilleton-author: ΟΚΤΑΒΙΟΥ ΦΕΓΙΕ	[1112, 73, 1243, 89]
paris-right	[811, 856, 1037, 1644]
news-right	[811, 147, 1037, 713]
column-divider	[562, 69, 563, 2280]
article-subheading: ΤΑ ΣΦΑΛΜΑΤΑ ΤΗΣ ΕΠΑΝΑΣΤΑΣΕΩΣ	[364, 938, 497, 968]
news-two-columns	[571, 147, 1037, 713]
newspaper-title: ΕΜΠΡΟΣ	[729, 25, 857, 51]
agency-subtitle: Γ. ΜΟΡΦΥ καὶ ΥΙΟΣ — ΚΡΩΒΒ καὶ ΣΤΗΒΕΝΣ	[39, 1251, 271, 1281]
news-text: Ὁ Σύνδεσμος τῶν ἐν Γαλλίᾳ καὶ Γαλλικαῖς σχολαῖς σπουδασάντων Ἑλλήνων ἀπέστειλε πρὸς τὴν Γαλλικὴν Κυβέρνησιν θερμὸν συγχαρητήριον τηλεγράφημα. Ἐπίσης ὁ Δήμαρχος Ἀθηναίων κ. Πατσούρας ἀπηύθυνε πρὸς τὸν Δήμαρχον Παρισίων τηλεγράφημα, ἐκφράζων τὰ αἰσθήματα τοῦ Ἑλληνικοῦ λαοῦ.	[811, 479, 1037, 620]
finance-text: Ἐλ. Ἠπείρου 65 3|4—66 3|4. Ἐλ. Δάνειον 55·70—51. Ἐλ. Βορείου 20—21 3|4. Ἐλ. Ἰσολίας 46—48. Ἐλ. Ἐλδενίας 140—142 3|4. Ἐλ. Ν. Ἠπείρου 180—191. Ἐλ. Τ. Δανείας 127—129 1|2. Ἐλ. Μεταλλεῖα 275—281 1|2. Ἐλ. Σουηδίας 174—178 1|2. Ἐλ. Βραζιλίας 70—72.	[20, 415, 289, 524]
paris-footer: (Ἀκολουθεῖ)	[888, 1495, 960, 1509]
agency-title: ΓΡΑΦΕΙΑ	[111, 1226, 198, 1247]
fever-ad-word: ΘΕΡΜΕΣ	[172, 1950, 402, 2004]
official-signature: ΧΑΡΙΣΙΟΣ ΒΑΜΒΑΚΑΣ	[1370, 951, 1515, 965]
paris-continuation: (Συνέχεια ἐκ τοῦ προηγουμένου)	[709, 837, 899, 851]
paris-text: Ἀπὸ τῆς 3ης Σεπτεμβρίου τὸ σχέδιον ἦτο ἕτοιμον. Ὁ Γκαλλιενὶ ὑπέβαλε εἰς τὸν Ζοφὲρ λεπτομερῆ ἔκθεσιν, εἰς τὴν ὁποίαν ἀνέλυε τὰς πιθανότητας ἐπιτυχίας καὶ τοὺς κινδύνους τῆς ἐπιχειρήσεως. Ἡ ἀπάντησις τοῦ Γενικοῦ Στρατηγείου ἐβράδυνεν, ἀλλὰ τελικῶς ἐδόθη ἡ ἔγκρισις καὶ ἡ ἐπίθεσις ὡρίσθη διὰ τὴν 6ην Σεπτεμβρίου.	[571, 1482, 797, 1639]
